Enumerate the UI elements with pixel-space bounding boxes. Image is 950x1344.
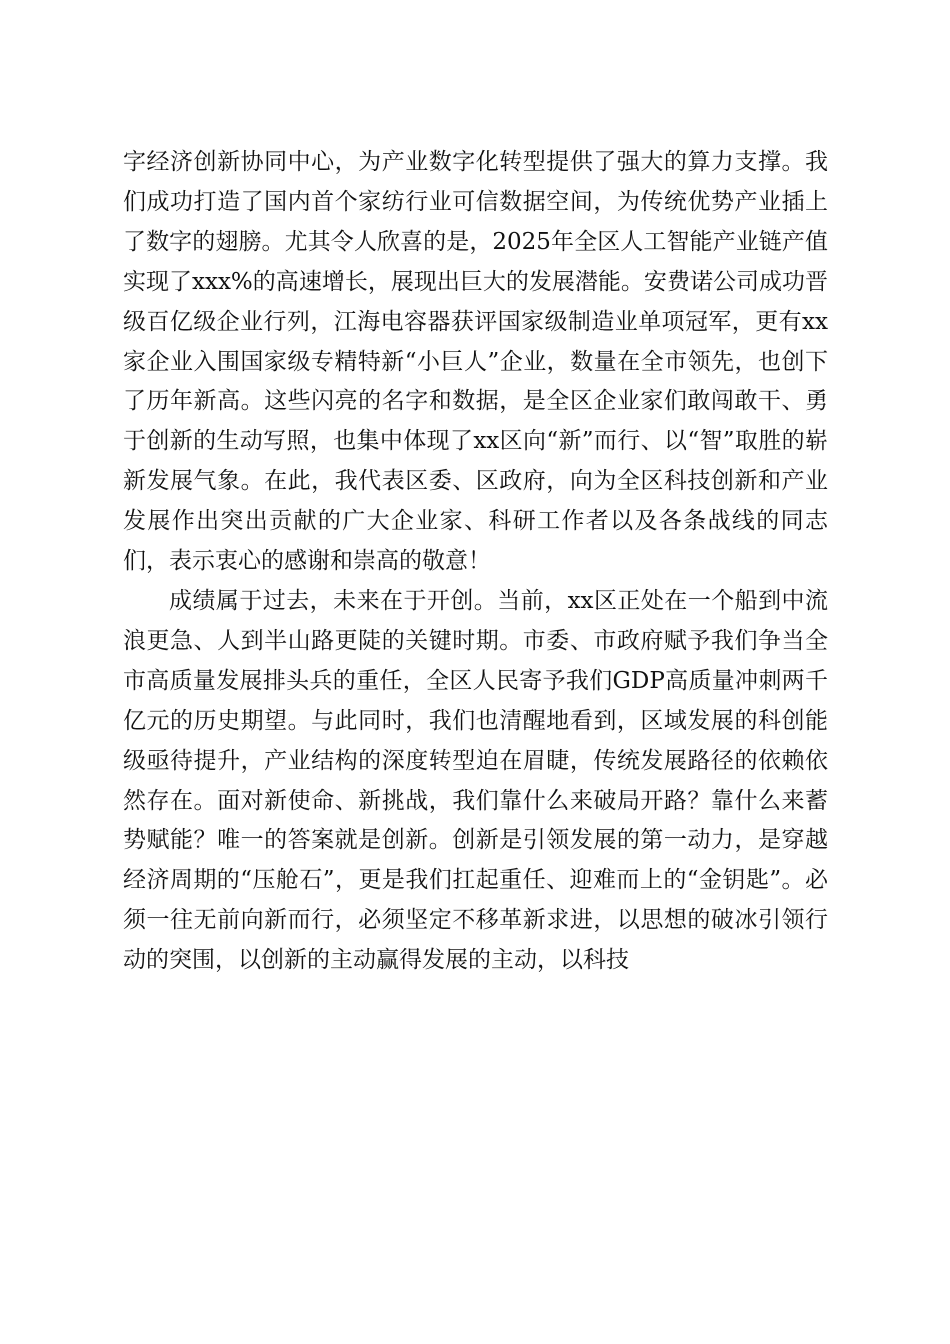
paragraph-1: 字经济创新协同中心，为产业数字化转型提供了强大的算力支撑。我们成功打造了国内首个家纺行业可信数据空间，为传统优势产业插上了数字的翅膀。尤其令人欣喜的是，2025年全区人工智能产业链产值实现了xxx%的高速增长，展现出巨大的发展潜能。安费诺公司成功晋级百亿级企业行列，江海电容器获评国家级制造业单项冠军，更有xx家企业入围国家级专精特新“小巨人”企业，数量在全市领先，也创下了历年新高。这些闪亮的名字和数据，是全区企业家们敢闯敢干、勇于创新的生动写照，也集中体现了xx区向“新”而行、以“智”取胜的崭新发展气象。在此，我代表区委、区政府，向为全区科技创新和产业发展作出突出贡献的广大企业家、科研工作者以及各条战线的同志们，表示衷心的感谢和崇高的敬意！ — [123, 149, 828, 575]
paragraph-2: 成绩属于过去，未来在于开创。当前，xx区正处在一个船到中流浪更急、人到半山路更陡的关键时期。市委、市政府赋予我们争当全市高质量发展排头兵的重任，全区人民寄予我们GDP高质量冲刺两千亿元的历史期望。与此同时，我们也清醒地看到，区域发展的科创能级亟待提升，产业结构的深度转型迫在眉睫，传统发展路径的依赖依然存在。面对新使命、新挑战，我们靠什么来破局开路？靠什么来蓄势赋能？唯一的答案就是创新。创新是引领发展的第一动力，是穿越经济周期的“压舱石”，更是我们扛起重任、迎难而上的“金钥匙”。必须一往无前向新而行，必须坚定不移革新求进，以思想的破冰引领行动的突围，以创新的主动赢得发展的主动，以科技 — [123, 587, 828, 974]
body-text — [123, 143, 828, 981]
